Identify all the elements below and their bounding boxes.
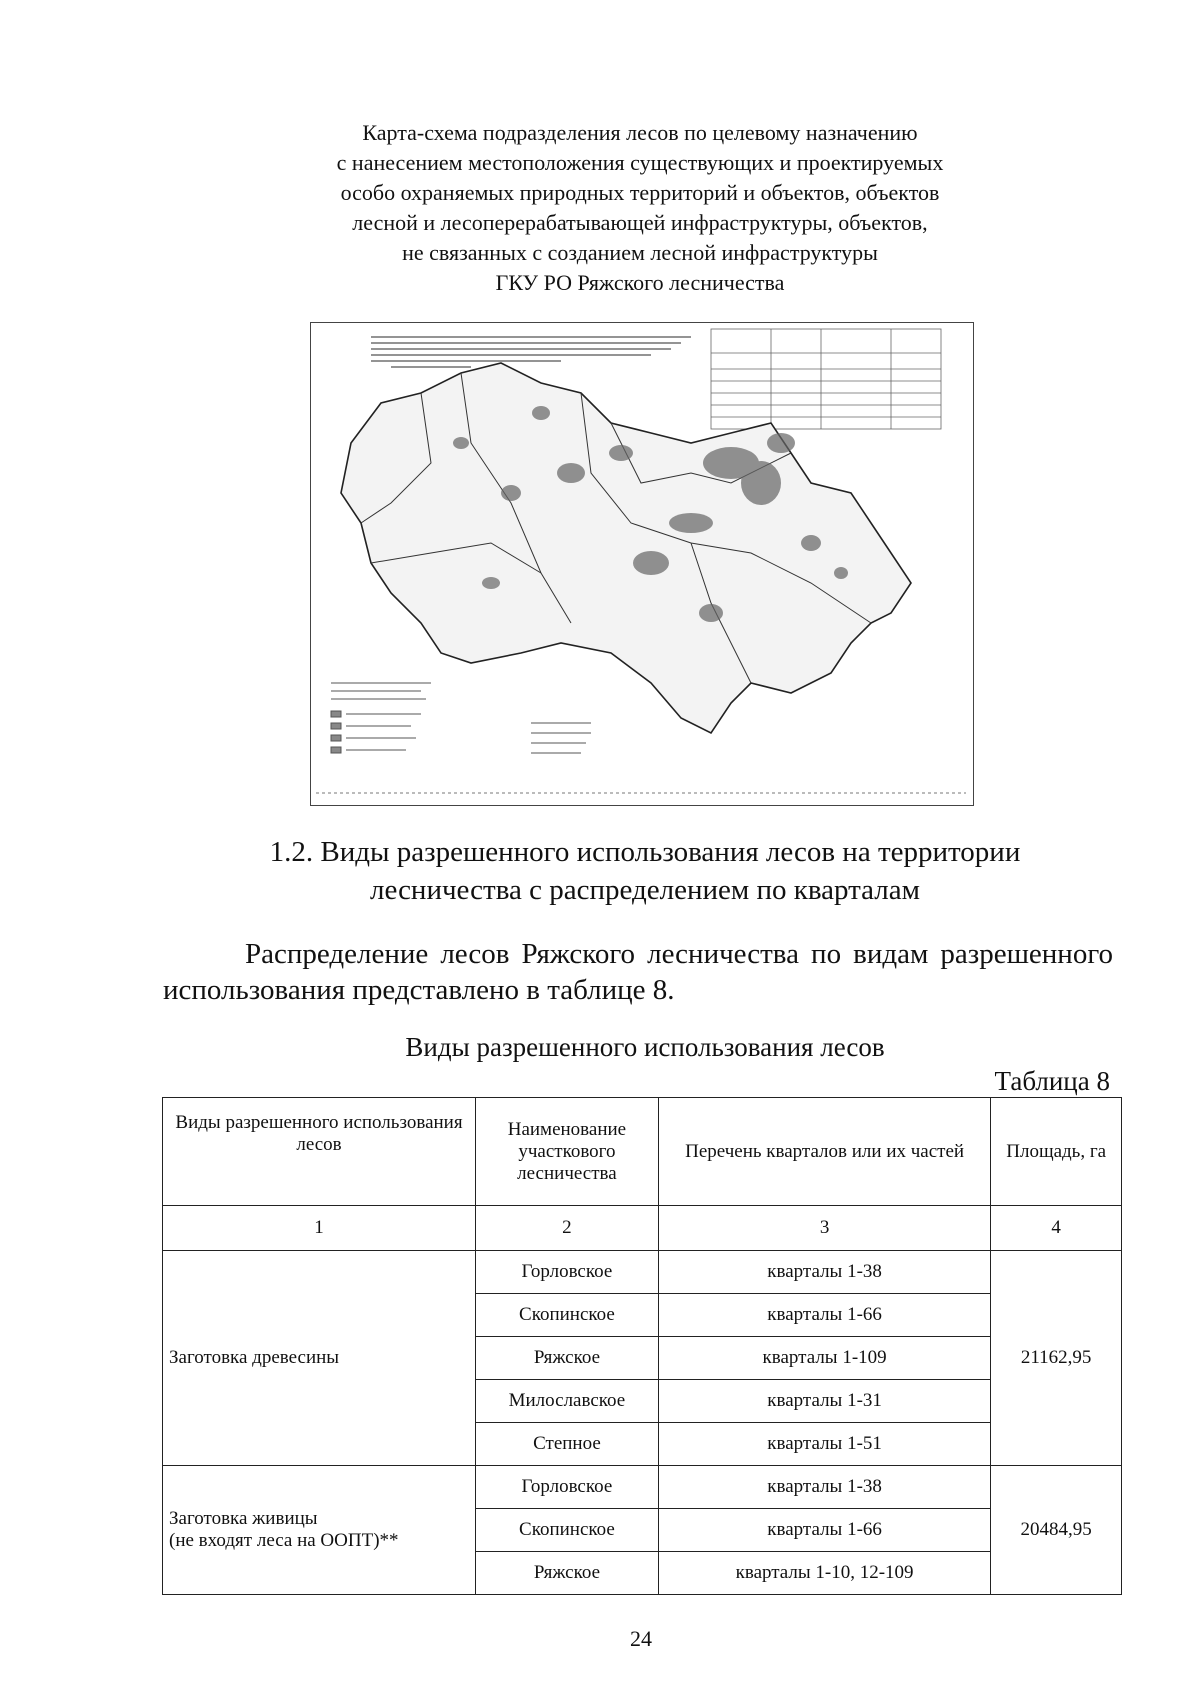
quarters-cell: кварталы 1-66: [658, 1509, 990, 1552]
map-caption-line: лесной и лесоперерабатывающей инфраструктуры, объектов,: [352, 210, 928, 235]
area-cell: 20484,95: [991, 1466, 1122, 1595]
forestry-cell: Милославское: [476, 1380, 659, 1423]
body-paragraph: [163, 936, 1113, 1008]
forest-use-table: [162, 1097, 1122, 1595]
quarters-cell: кварталы 1-31: [658, 1380, 990, 1423]
map-caption-line: особо охраняемых природных территорий и объектов, объектов: [340, 180, 940, 205]
table-title: Виды разрешенного использования лесов: [405, 1032, 885, 1062]
use-type-cell: Заготовка древесины: [163, 1251, 476, 1466]
forest-district-map: [310, 322, 974, 806]
use-type-line: Заготовка живицы: [169, 1508, 318, 1529]
forestry-cell: Ряжское: [476, 1337, 659, 1380]
section-heading: [150, 833, 1140, 909]
column-number: 4: [991, 1206, 1122, 1251]
quarters-cell: кварталы 1-38: [658, 1466, 990, 1509]
forestry-cell: Горловское: [476, 1251, 659, 1294]
map-caption-line: ГКУ РО Ряжского лесничества: [495, 270, 785, 295]
page-number: 24: [630, 1626, 652, 1651]
section-heading-line: 1.2. Виды разрешенного использования лесов на территории: [269, 836, 1021, 868]
header-area: Площадь, га: [991, 1098, 1122, 1206]
quarters-cell: кварталы 1-10, 12-109: [658, 1552, 990, 1595]
section-heading-line: лесничества с распределением по кварталам: [370, 874, 920, 906]
forestry-cell: Горловское: [476, 1466, 659, 1509]
map-caption-line: не связанных с созданием лесной инфраструктуры: [402, 240, 878, 265]
column-number: 3: [658, 1206, 990, 1251]
forestry-cell: Скопинское: [476, 1509, 659, 1552]
table-header-row: [163, 1098, 1122, 1206]
map-caption-line: с нанесением местоположения существующих и проектируемых: [336, 150, 944, 175]
column-number-row: [163, 1206, 1122, 1251]
use-type-cell: [163, 1466, 476, 1595]
use-type-line: (не входят леса на ООПТ)**: [169, 1530, 399, 1551]
paragraph-line: Распределение лесов Ряжского лесничества по видам разрешенного: [245, 938, 1113, 970]
forestry-cell: Ряжское: [476, 1552, 659, 1595]
quarters-cell: кварталы 1-109: [658, 1337, 990, 1380]
table-number: Таблица 8: [994, 1066, 1110, 1096]
quarters-cell: кварталы 1-51: [658, 1423, 990, 1466]
table-row: [163, 1251, 1122, 1294]
map-caption-line: Карта-схема подразделения лесов по целевому назначению: [362, 120, 918, 145]
map-image: [311, 323, 973, 805]
header-forestry: Наименование участкового лесничества: [476, 1098, 659, 1206]
header-quarters: Перечень кварталов или их частей: [658, 1098, 990, 1206]
quarters-cell: кварталы 1-66: [658, 1294, 990, 1337]
table-row: [163, 1466, 1122, 1509]
column-number: 1: [163, 1206, 476, 1251]
forestry-cell: Степное: [476, 1423, 659, 1466]
header-use-type: Виды разрешенного использования лесов: [163, 1098, 476, 1206]
paragraph-line: использования представлено в таблице 8.: [163, 974, 675, 1006]
area-cell: 21162,95: [991, 1251, 1122, 1466]
forestry-cell: Скопинское: [476, 1294, 659, 1337]
quarters-cell: кварталы 1-38: [658, 1251, 990, 1294]
column-number: 2: [476, 1206, 659, 1251]
map-caption: [200, 118, 1080, 298]
